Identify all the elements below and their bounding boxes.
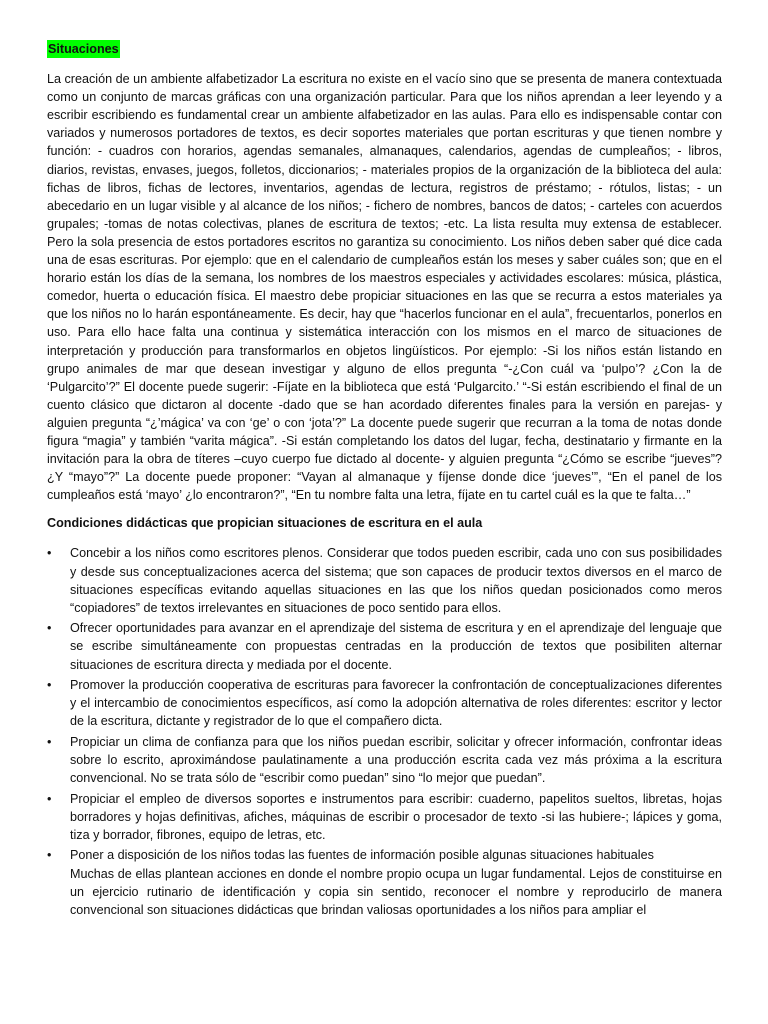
- document-page: [47, 40, 722, 921]
- list-item-continuation: Muchas de ellas plantean acciones en donde el nombre propio ocupa un lugar fundamental. Lejos de constituirse en un ejercicio rutinario de identificación y copia sin sentido, reconocer el nombre y reproducirlo de manera convencional son situaciones didácticas que brindan valiosas oportunidades a los niños para ampliar el: [70, 866, 722, 917]
- bullet-icon: •: [47, 546, 52, 561]
- list-item-text: Promover la producción cooperativa de escrituras para favorecer la confrontación de conceptualizaciones diferentes y el intercambio de conocimientos específicos, así como la adopción alternativa de roles diferentes: escritor y lector de la escritura, dictante y registrador de lo que el compañero dicta.: [70, 678, 722, 729]
- bullet-icon: •: [47, 734, 52, 749]
- list-item: [47, 544, 722, 616]
- conditions-list: [47, 544, 722, 918]
- bullet-icon: •: [47, 678, 52, 693]
- list-item-text: Propiciar un clima de confianza para que los niños puedan escribir, solicitar y ofrecer información, confrontar ideas sobre lo escrito, aproximándose paulatinamente a una producción escrita cada vez más próxima a la escritura convencional. No se trata sólo de “escribir como puedan” sino “lo mejor que puedan”.: [70, 734, 722, 786]
- list-item: [47, 733, 722, 787]
- bullet-icon: •: [47, 848, 52, 863]
- list-item-text: Propiciar el empleo de diversos soportes e instrumentos para escribir: cuaderno, papelitos sueltos, libretas, hojas borradores y hojas definitivas, afiches, máquinas de escribir o procesador de texto -si las hubiere-; lápices y goma, tiza y borrador, fibrones, equipo de letras, etc.: [70, 791, 722, 842]
- list-item: [47, 846, 722, 918]
- list-item-text: Concebir a los niños como escritores plenos. Considerar que todos pueden escribir, cada uno con sus posibilidades y desde sus conceptualizaciones acerca del sistema; que son capaces de producir textos diversos en el marco de situaciones específicas evitando aquellas situaciones en las que los niños quedan posicionados como meros “copiadores” de textos irrelevantes en situaciones de poco sentido para ellos.: [70, 546, 722, 615]
- section-title: Condiciones didácticas que propician situaciones de escritura en el aula: [47, 516, 483, 531]
- list-item: [47, 676, 722, 730]
- intro-paragraph: La creación de un ambiente alfabetizador La escritura no existe en el vacío sino que se presenta de manera contextuada como un conjunto de marcas gráficas con una organización particular. Para que los niños aprendan a leer leyendo y a escribir escribiendo es fundamental crear un ambiente alfabetizador en las aulas. Para ello es indispensable contar con variados y numerosos portadores de textos, es decir soportes materiales que portan escrituras y que tienen nombre y función: - cuadros con horarios, agendas semanales, almanaques, calendarios, agendas de cumpleaños; - libros, diarios, revistas, envases, juegos, folletos, diccionarios; - materiales propios de la organización de la biblioteca del aula: fichas de libros, fichas de lectores, inventarios, agendas de lectura, registros de préstamo; - rótulos, listas; - un abecedario en un lugar visible y al alcance de los niños; - fichero de nombres, bancos de datos; - carteles con acuerdos grupales; -tomas de notas colectivas, planes de escritura de textos; -etc. La lista resulta muy extensa de establecer. Pero la sola presencia de estos portadores escritos no garantiza su conocimiento. Los niños deben saber qué dice cada una de esas escrituras. Por ejemplo: que en el calendario de cumpleaños están los meses y saber cuáles son; que en el horario están los días de la semana, los nombres de los maestros especiales y actividades escolares: música, plástica, comedor, huerta o educación física. El maestro debe propiciar situaciones en las que se recurra a estos materiales ya que los niños no lo harán espontáneamente. Es decir, hay que “hacerlos funcionar en el aula”, frecuentarlos, ponerlos en uso. Para ello hace falta una continua y sistemática interacción con los mismos en el marco de situaciones de interpretación y producción para transformarlos en objetos lingüísticos. Por ejemplo: -Si los niños están listando en grupo animales de mar que desean investigar y alguno de ellos pregunta “-¿Con cuál va ‘pulpo’? ¿Con la de ‘Pulgarcito’?” El docente puede sugerir: -Fíjate en la biblioteca que está ‘Pulgarcito.’ “-Si están escribiendo el final de un cuento clásico que dictaron al docente -dado que se han acordado diferentes finales para la versión en parejas- y alguien pregunta “¿’mágica’ va con ‘ge’ o con ‘jota’?” La docente puede sugerir que recurran a la toma de notas donde figura “magia” y también “varita mágica”. -Si están completando los datos del lugar, fecha, destinatario y firmante en la invitación para la obra de títeres –cuyo cuerpo fue dictado al docente- y alguien pregunta “¿Cómo se escribe “jueves”? ¿Y “mayo”?” La docente puede proponer: “Vayan al almanaque y fíjense donde dice ‘jueves’”, “En el panel de los cumpleaños está ‘mayo’ ¿lo encontraron?”, “En tu nombre falta una letra, fíjate en tu cartel cuál es la que te falta…”: [47, 72, 722, 503]
- list-item-first-line: Poner a disposición de los niños todas las fuentes de información posible algunas situaciones habituales: [70, 848, 654, 863]
- list-item: [47, 790, 722, 844]
- bullet-icon: •: [47, 791, 52, 806]
- bullet-icon: •: [47, 621, 52, 636]
- list-item: [47, 619, 722, 673]
- heading-situaciones: Situaciones: [47, 40, 120, 58]
- list-item-text: Ofrecer oportunidades para avanzar en el aprendizaje del sistema de escritura y en el aprendizaje del lenguaje que se escribe simultáneamente con propuestas centradas en la producción de textos que posibiliten alternar situaciones de escritura directa y mediada por el docente.: [70, 621, 722, 672]
